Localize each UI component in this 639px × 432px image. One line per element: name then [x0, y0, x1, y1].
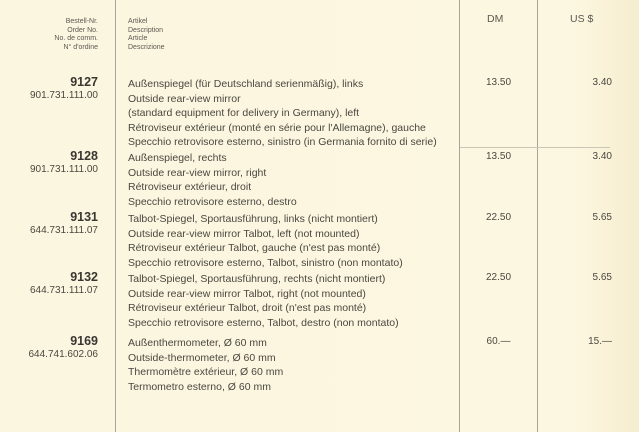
header-label-de: Artikel [128, 18, 148, 25]
description-line: Außenthermometer, Ø 60 mm [128, 337, 267, 349]
header-label-it: Descrizione [128, 43, 165, 51]
item-description [128, 77, 437, 150]
item-number: 9169 [70, 334, 98, 348]
description-line: Rétroviseur extérieur Talbot, gauche (n'est pas monté) [128, 242, 381, 254]
description-line: Outside rear-view mirror Talbot, left (not mounted) [128, 227, 360, 240]
item-number: 9127 [70, 75, 98, 89]
description-header [128, 18, 165, 52]
price-usd: 3.40 [592, 77, 612, 88]
description-line: Talbot-Spiegel, Sportausführung, links (nicht montiert) [128, 213, 378, 225]
description-line: Specchio retrovisore esterno, sinistro (in Germania fornito di serie) [128, 136, 437, 148]
description-line: Outside rear-view mirror Talbot, right (not mounted) [128, 287, 366, 300]
item-number: 9132 [70, 270, 98, 284]
description-line: Outside rear-view mirror [128, 92, 241, 105]
table-row [0, 149, 639, 209]
table-row [0, 75, 639, 147]
item-number: 9131 [70, 210, 98, 224]
usd-column-header: US $ [570, 13, 594, 25]
item-description [128, 272, 399, 330]
price-dm: 13.50 [485, 77, 512, 88]
table-row [0, 210, 639, 270]
description-line: Rétroviseur extérieur (monté en série pour l'Allemagne), gauche [128, 121, 426, 134]
header-label-en: Order No. [67, 26, 98, 34]
item-description [128, 336, 283, 394]
description-line: Thermomètre extérieur, Ø 60 mm [128, 366, 284, 378]
description-line: Talbot-Spiegel, Sportausführung, rechts (nicht montiert) [128, 273, 386, 285]
header-label-de: Bestell-Nr. [65, 18, 98, 25]
part-number: 644.731.111.07 [29, 225, 98, 236]
item-number: 9128 [70, 149, 98, 163]
description-line: Rétroviseur extérieur Talbot, droit (n'est pas monté) [128, 302, 367, 314]
description-line: Specchio retrovisore esterno, Talbot, destro (non montato) [128, 316, 399, 329]
description-line: Specchio retrovisore esterno, Talbot, sinistro (non montato) [128, 256, 403, 269]
part-number: 644.731.111.07 [29, 285, 98, 296]
price-usd: 15.— [588, 336, 612, 347]
description-line: Rétroviseur extérieur, droit [128, 181, 252, 193]
header-label-fr: Article [128, 35, 148, 42]
header-label-it: N° d'ordine [63, 43, 98, 51]
row-separator [460, 147, 610, 148]
description-line: Specchio retrovisore esterno, destro [128, 195, 297, 208]
price-usd: 5.65 [592, 212, 612, 223]
price-dm: 22.50 [485, 272, 512, 283]
table-row [0, 270, 639, 330]
description-line: Termometro esterno, Ø 60 mm [128, 380, 271, 393]
part-number: 901.731.111.00 [29, 90, 98, 101]
price-dm: 13.50 [485, 151, 512, 162]
order-number-header [0, 18, 98, 52]
description-line: Außenspiegel, rechts [128, 152, 227, 164]
description-line: Outside rear-view mirror, right [128, 166, 267, 179]
description-line: (standard equipment for delivery in Germany), left [128, 107, 360, 119]
price-usd: 3.40 [592, 151, 612, 162]
header-label-fr: No. de comm. [54, 35, 98, 42]
item-description [128, 151, 297, 209]
header-label-en: Description [128, 26, 164, 34]
item-description [128, 212, 403, 270]
description-line: Outside-thermometer, Ø 60 mm [128, 351, 276, 364]
part-number: 644.741.602.06 [28, 349, 98, 360]
price-dm: 22.50 [485, 212, 512, 223]
description-line: Außenspiegel (für Deutschland serienmäßig), links [128, 78, 364, 90]
dm-column-header: DM [487, 13, 504, 25]
part-number: 901.731.111.00 [29, 164, 98, 175]
table-row [0, 334, 639, 394]
price-dm: 60.— [486, 336, 511, 347]
price-usd: 5.65 [592, 272, 612, 283]
